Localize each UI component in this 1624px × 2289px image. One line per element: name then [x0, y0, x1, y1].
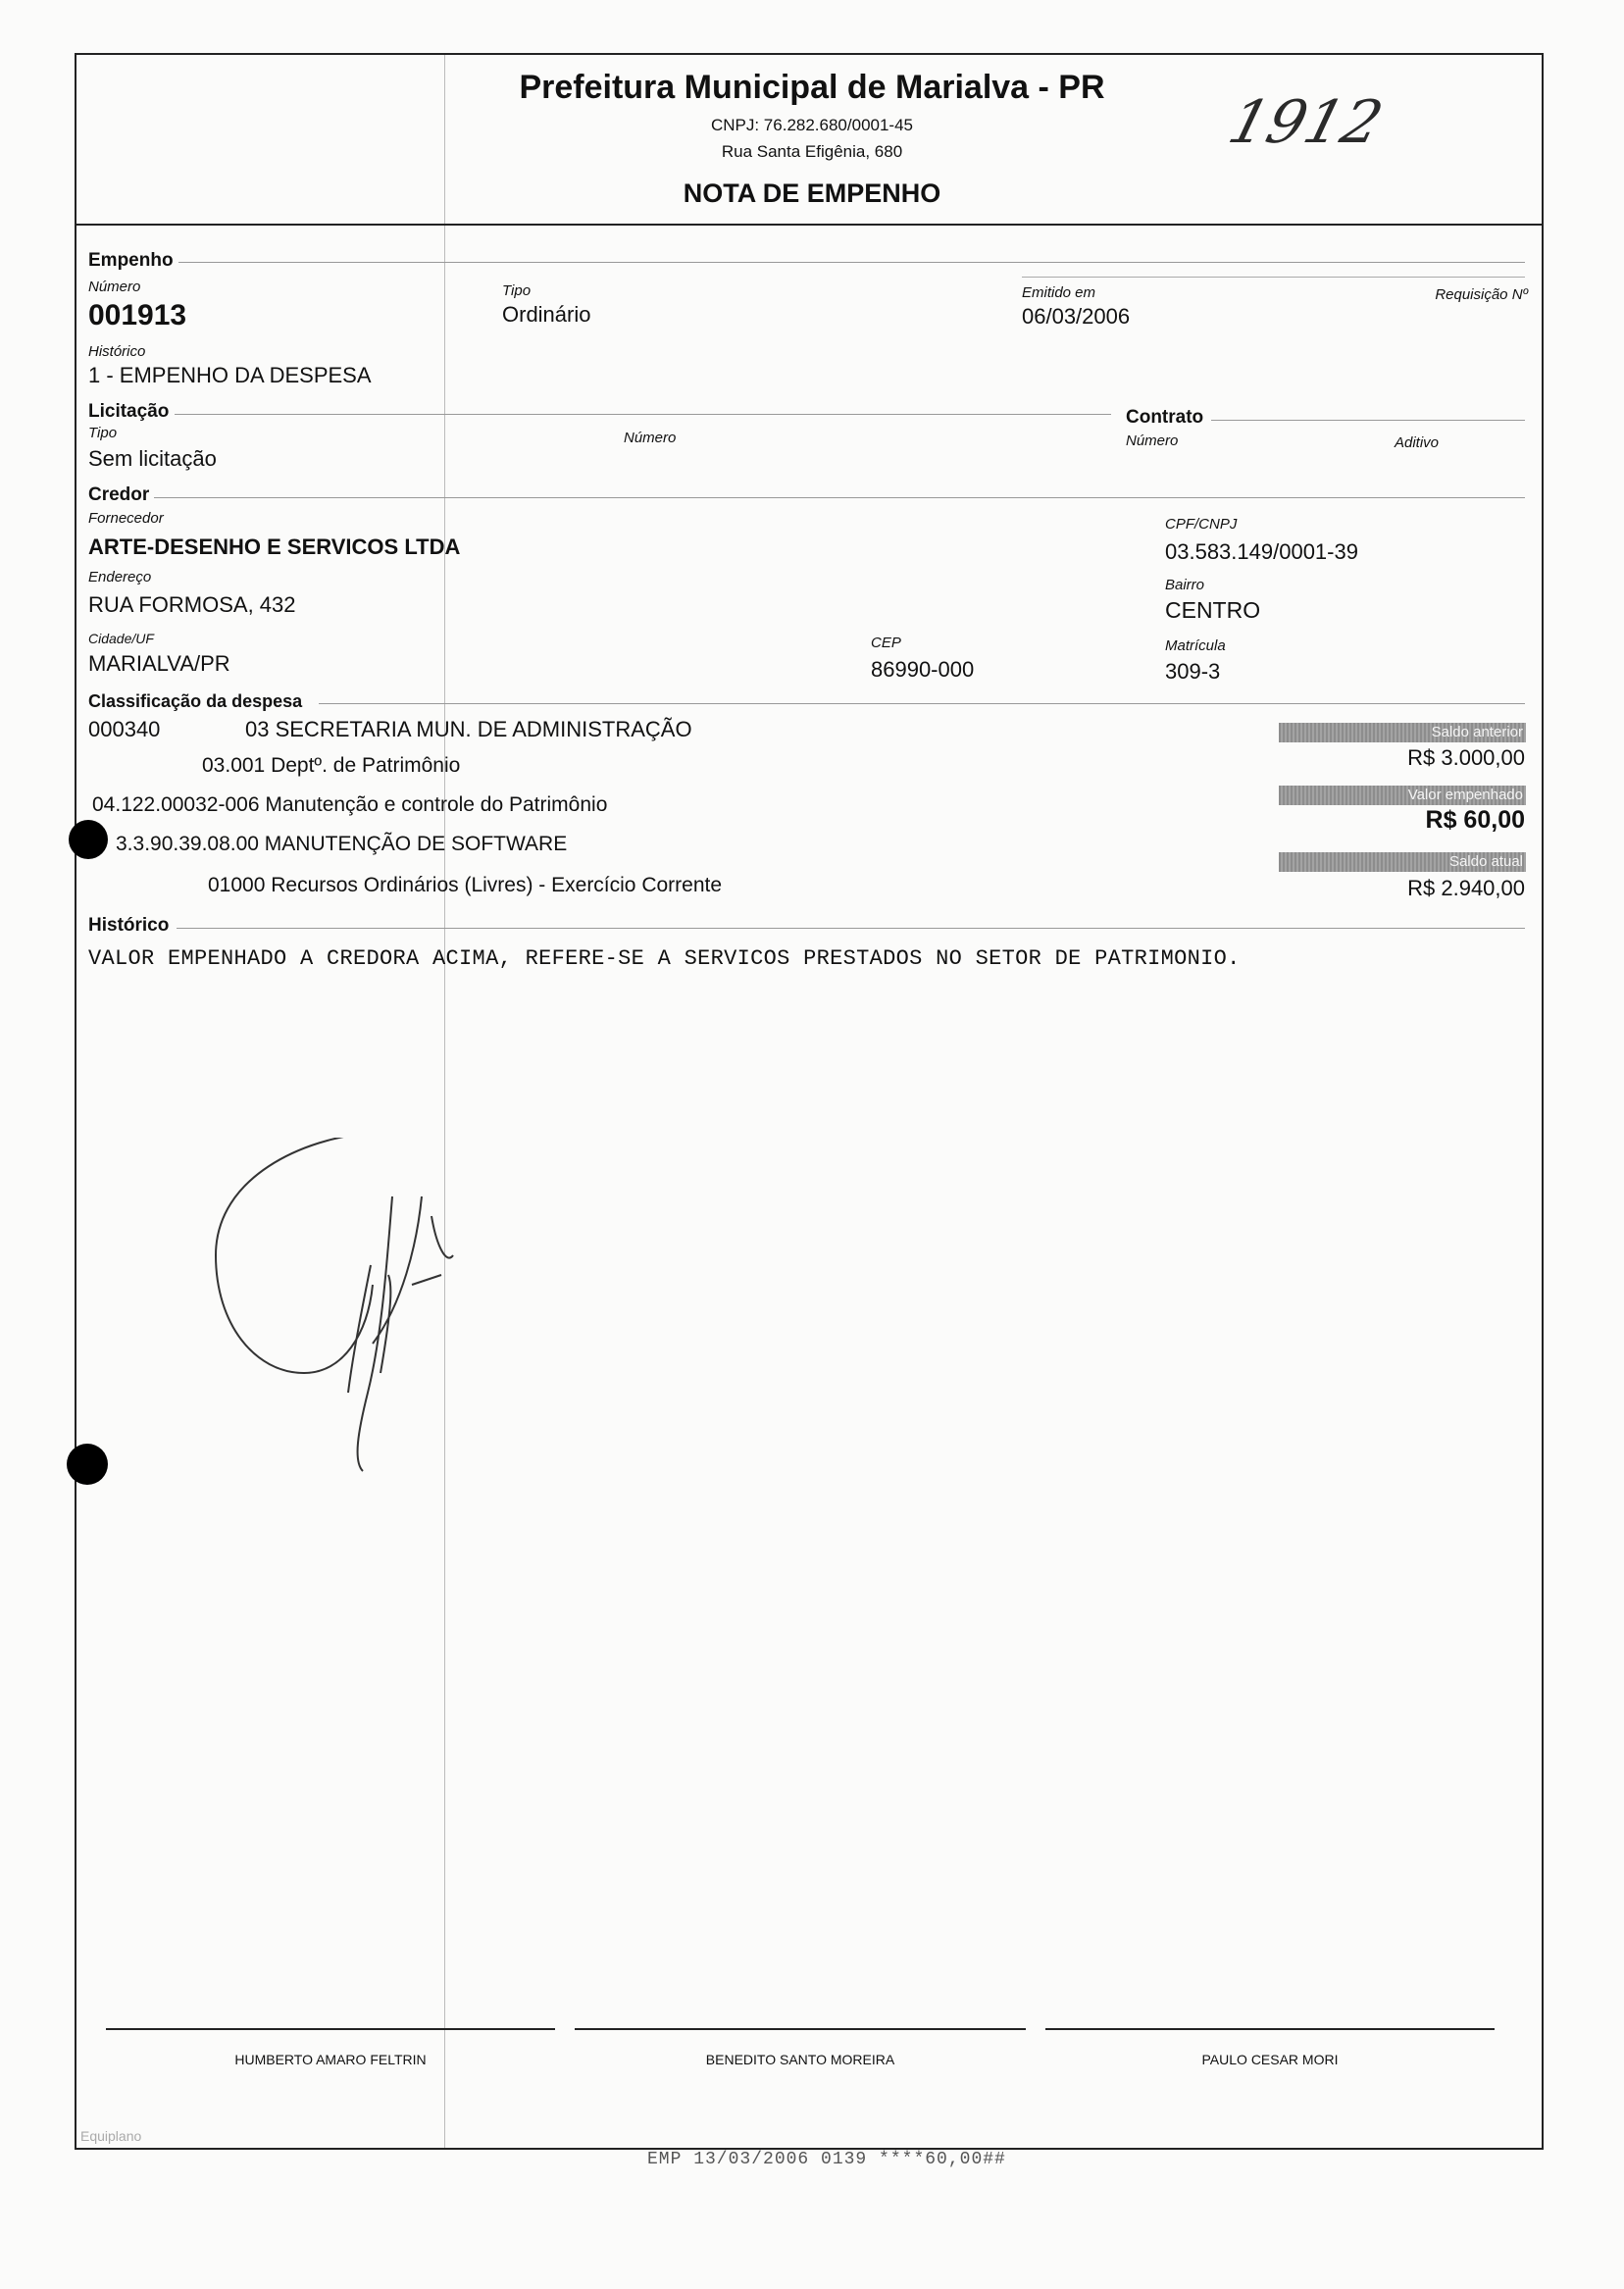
footer-brand: Equiplano: [80, 2128, 142, 2144]
historico-label: Histórico: [88, 343, 146, 360]
bairro-label: Bairro: [1165, 577, 1205, 593]
credor-rule: [154, 497, 1525, 498]
matricula-value: 309-3: [1165, 659, 1221, 684]
matricula-label: Matrícula: [1165, 637, 1226, 654]
punch-hole: [67, 1444, 108, 1485]
signatory-2: BENEDITO SANTO MOREIRA: [705, 2052, 895, 2067]
cidade-label: Cidade/UF: [88, 631, 154, 646]
empenho-section-title: Empenho: [88, 250, 174, 271]
licitacao-tipo: Sem licitação: [88, 446, 217, 471]
saldo-anterior-value: R$ 3.000,00: [1407, 745, 1525, 770]
empenho-numero: 001913: [88, 299, 187, 331]
signature-line-2: [575, 2028, 1026, 2030]
fornecedor-label: Fornecedor: [88, 510, 164, 527]
historico-section-title: Histórico: [88, 915, 170, 936]
saldo-atual-value: R$ 2.940,00: [1407, 876, 1525, 900]
document-title: NOTA DE EMPENHO: [683, 178, 941, 208]
valor-empenhado-label: Valor empenhado: [1279, 786, 1526, 805]
tipo-label: Tipo: [502, 282, 532, 299]
licitacao-rule: [175, 414, 1111, 415]
bairro-value: CENTRO: [1165, 597, 1261, 623]
programa: 04.122.00032-006 Manutenção e controle do Patrimônio: [92, 793, 608, 816]
cidade-value: MARIALVA/PR: [88, 651, 230, 676]
signature-scribble: [196, 1138, 481, 2158]
validation-stamp: EMP 13/03/2006 0139 ****60,00##: [647, 2150, 1006, 2169]
emitido-label: Emitido em: [1022, 284, 1096, 301]
classificacao-section-title: Classificação da despesa: [88, 691, 303, 711]
cep-label: CEP: [871, 635, 901, 651]
contrato-numero-label: Número: [1126, 432, 1179, 449]
classificacao-rule: [319, 703, 1525, 704]
signature-line-1: [106, 2028, 555, 2030]
requisicao-label: Requisição Nº: [1435, 286, 1528, 303]
classificacao-code: 000340: [88, 717, 161, 741]
historico-rule: [177, 928, 1525, 929]
page-title: Prefeitura Municipal de Marialva - PR: [519, 69, 1105, 106]
saldo-anterior-label: Saldo anterior: [1279, 723, 1526, 742]
saldo-atual-label: Saldo atual: [1279, 852, 1526, 872]
punch-hole: [69, 820, 108, 859]
licitacao-numero-label: Número: [624, 430, 677, 446]
departamento: 03.001 Deptº. de Patrimônio: [202, 754, 461, 777]
numero-label: Número: [88, 279, 141, 295]
cpf-label: CPF/CNPJ: [1165, 516, 1238, 533]
endereco-label: Endereço: [88, 569, 152, 585]
empenho-historico: 1 - EMPENHO DA DESPESA: [88, 363, 372, 387]
emitido-rule: [1022, 277, 1525, 278]
secretaria: 03 SECRETARIA MUN. DE ADMINISTRAÇÃO: [245, 717, 692, 741]
empenho-tipo: Ordinário: [502, 302, 591, 327]
signatory-3: PAULO CESAR MORI: [1201, 2052, 1339, 2067]
empenho-rule: [178, 262, 1525, 263]
licitacao-tipo-label: Tipo: [88, 425, 118, 441]
fornecedor-name: ARTE-DESENHO E SERVICOS LTDA: [88, 534, 461, 559]
contrato-rule: [1211, 420, 1525, 421]
valor-empenhado-value: R$ 60,00: [1425, 806, 1525, 834]
address-text: Rua Santa Efigênia, 680: [721, 142, 903, 161]
elemento-despesa: 3.3.90.39.08.00 MANUTENÇÃO DE SOFTWARE: [116, 833, 568, 855]
signature-line-3: [1045, 2028, 1495, 2030]
cnpj-text: CNPJ: 76.282.680/0001-45: [710, 116, 914, 134]
credor-section-title: Credor: [88, 484, 150, 505]
historico-text: VALOR EMPENHADO A CREDORA ACIMA, REFERE-SE A SERVICOS PRESTADOS NO SETOR DE PATRIMONIO.: [88, 946, 1241, 971]
cep-value: 86990-000: [871, 657, 975, 682]
contrato-section-title: Contrato: [1126, 407, 1204, 428]
aditivo-label: Aditivo: [1395, 434, 1440, 451]
cpf-value: 03.583.149/0001-39: [1165, 539, 1358, 564]
header-divider: [76, 224, 1542, 226]
emitido-date: 06/03/2006: [1022, 304, 1131, 329]
endereco-value: RUA FORMOSA, 432: [88, 592, 296, 617]
signatory-1: HUMBERTO AMARO FELTRIN: [234, 2052, 427, 2067]
licitacao-section-title: Licitação: [88, 401, 170, 422]
recurso: 01000 Recursos Ordinários (Livres) - Exercício Corrente: [208, 874, 723, 896]
handwritten-number: 1912: [1221, 88, 1391, 157]
